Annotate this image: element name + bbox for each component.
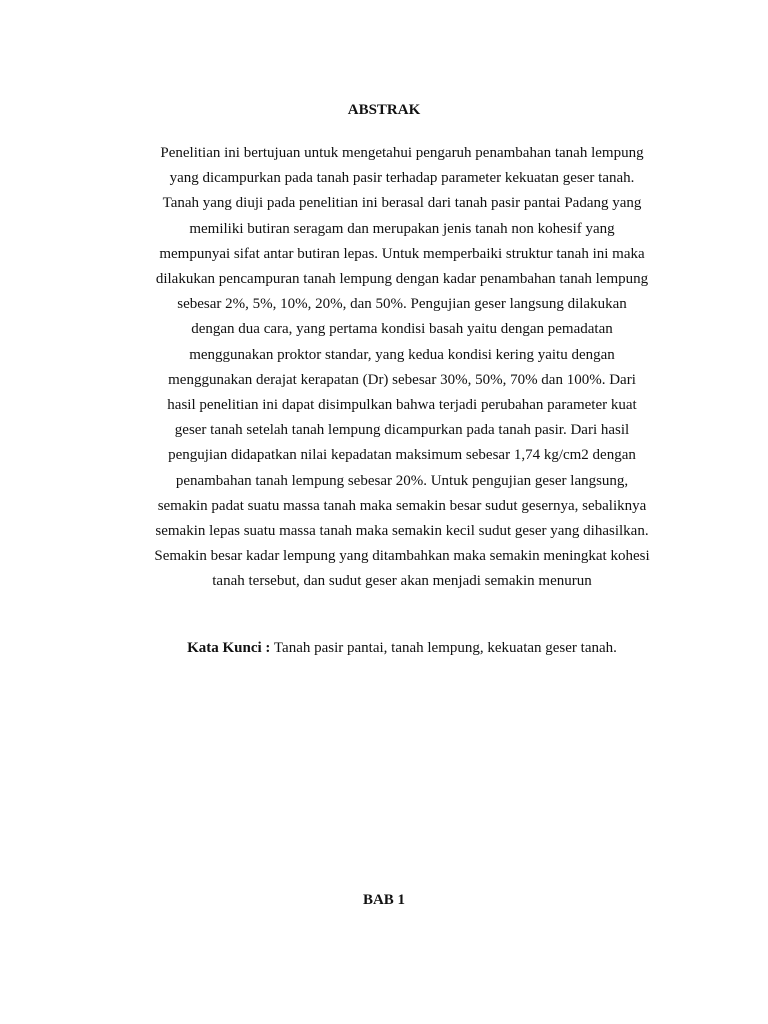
abstract-line: semakin lepas suatu massa tanah maka semakin kecil sudut geser yang dihasilkan. xyxy=(155,523,649,540)
abstract-line: Penelitian ini bertujuan untuk mengetahui pengaruh penambahan tanah lempung xyxy=(160,145,644,161)
abstract-line: hasil penelitian ini dapat disimpulkan bahwa terjadi perubahan parameter kuat xyxy=(167,397,637,414)
keywords-text: Tanah pasir pantai, tanah lempung, kekuatan geser tanah. xyxy=(270,640,617,656)
abstract-line: yang dicampurkan pada tanah pasir terhadap parameter kekuatan geser tanah. xyxy=(169,170,635,187)
abstract-line: tanah tersebut, dan sudut geser akan menjadi semakin menurun xyxy=(212,573,592,590)
abstract-line: pengujian didapatkan nilai kepadatan maksimum sebesar 1,74 kg/cm2 dengan xyxy=(168,447,636,464)
keywords-paragraph xyxy=(0,640,768,657)
abstract-line: Tanah yang diuji pada penelitian ini berasal dari tanah pasir pantai Padang yang xyxy=(162,195,642,212)
abstract-heading: ABSTRAK xyxy=(347,102,421,118)
abstract-line: dengan dua cara, yang pertama kondisi basah yaitu dengan pemadatan xyxy=(191,321,613,338)
abstract-line: memiliki butiran seragam dan merupakan jenis tanah non kohesif yang xyxy=(189,220,615,237)
abstract-line: geser tanah setelah tanah lempung dicampurkan pada tanah pasir. Dari hasil xyxy=(174,422,630,439)
abstract-line: mempunyai sifat antar butiran lepas. Untuk memperbaiki struktur tanah ini maka xyxy=(159,245,645,262)
abstract-line: menggunakan proktor standar, yang kedua kondisi kering yaitu dengan xyxy=(189,346,615,363)
abstract-line: Semakin besar kadar lempung yang ditambahkan maka semakin meningkat kohesi xyxy=(154,548,650,565)
abstract-line: dilakukan pencampuran tanah lempung dengan kadar penambahan tanah lempung xyxy=(155,271,649,288)
abstract-body xyxy=(138,141,666,595)
abstract-line: penambahan tanah lempung sebesar 20%. Untuk pengujian geser langsung, xyxy=(175,472,629,489)
abstract-line: menggunakan derajat kerapatan (Dr) sebesar 30%, 50%, 70% dan 100%. Dari xyxy=(168,371,636,388)
abstract-line: semakin padat suatu massa tanah maka semakin besar sudut gesernya, sebaliknya xyxy=(157,497,647,514)
chapter-heading: BAB 1 xyxy=(362,892,406,908)
keywords-label: Kata Kunci : xyxy=(187,640,271,656)
abstract-line: sebesar 2%, 5%, 10%, 20%, dan 50%. Pengujian geser langsung dilakukan xyxy=(177,296,627,313)
